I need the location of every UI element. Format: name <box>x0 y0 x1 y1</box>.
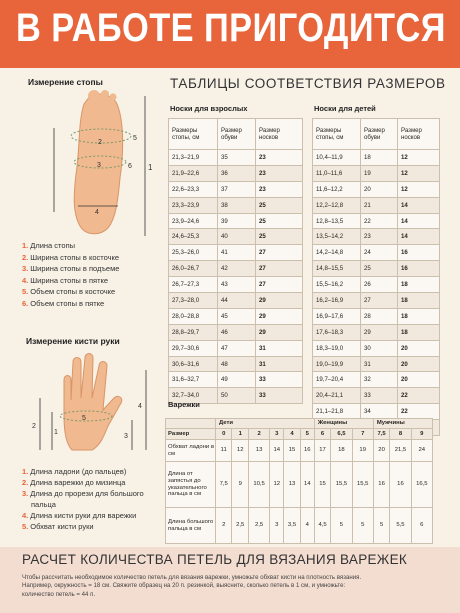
hand-marker-4: 4 <box>138 403 142 410</box>
value-cell: 9 <box>232 462 248 508</box>
cell-foot-size: 23,3–23,9 <box>169 197 218 213</box>
value-cell: 20 <box>373 440 389 462</box>
cell-foot-size: 31,6–32,7 <box>169 372 218 388</box>
cell-foot-size: 15,5–16,2 <box>313 277 361 293</box>
table-row <box>313 308 440 324</box>
value-cell: 12 <box>270 462 284 508</box>
table-row <box>313 293 440 309</box>
hand-marker-3: 3 <box>124 433 128 440</box>
col-header-shoe-size: Размер обуви <box>361 119 398 150</box>
cell-foot-size: 12,8–13,5 <box>313 213 361 229</box>
cell-foot-size: 29,7–30,6 <box>169 340 218 356</box>
page-title: В РАБОТЕ ПРИГОДИТСЯ <box>16 6 446 50</box>
table-row <box>169 165 303 181</box>
cell-foot-size: 19,7–20,4 <box>313 372 361 388</box>
size-cell: 3 <box>270 429 284 440</box>
cell-foot-size: 17,6–18,3 <box>313 324 361 340</box>
table-row <box>313 261 440 277</box>
hand-marker-2: 2 <box>32 423 36 430</box>
foot-marker-6: 6 <box>128 163 132 170</box>
size-cell: 2 <box>248 429 269 440</box>
col-header-sock-size: Размер носков <box>256 119 303 150</box>
value-cell: 11 <box>216 440 232 462</box>
table-row <box>313 277 440 293</box>
hand-marker-1: 1 <box>54 429 58 436</box>
loop-calc-text <box>22 574 442 599</box>
cell-foot-size: 26,0–26,7 <box>169 261 218 277</box>
col-header-foot-size: Размеры стопы, см <box>313 119 361 150</box>
table-row <box>313 324 440 340</box>
cell-sock-size: 16 <box>398 245 440 261</box>
cell-foot-size: 21,3–21,9 <box>169 150 218 166</box>
cell-sock-size: 14 <box>398 197 440 213</box>
cell-sock-size: 27 <box>256 277 303 293</box>
cell-shoe-size: 27 <box>361 293 398 309</box>
hand-legend-item: пальца <box>31 500 56 509</box>
cell-foot-size: 13,5–14,2 <box>313 229 361 245</box>
loop-calc-line: количество петель = 44 п. <box>22 590 96 598</box>
value-cell: 21,5 <box>390 440 411 462</box>
value-cell: 19 <box>352 440 373 462</box>
cell-sock-size: 29 <box>256 293 303 309</box>
cell-foot-size: 30,6–31,6 <box>169 356 218 372</box>
size-cell: 5 <box>300 429 314 440</box>
kids-socks-table <box>312 118 440 436</box>
cell-sock-size: 14 <box>398 213 440 229</box>
cell-foot-size: 12,2–12,8 <box>313 197 361 213</box>
table-row <box>166 462 433 508</box>
size-cell: 1 <box>232 429 248 440</box>
table-row <box>313 340 440 356</box>
hand-legend <box>22 466 144 532</box>
value-cell: 5 <box>352 508 373 544</box>
toe-1 <box>88 90 100 102</box>
cell-sock-size: 20 <box>398 372 440 388</box>
value-cell: 6 <box>411 508 432 544</box>
cell-foot-size: 14,8–15,5 <box>313 261 361 277</box>
size-cell: 7,5 <box>373 429 389 440</box>
cell-shoe-size: 46 <box>218 324 256 340</box>
table-row <box>169 261 303 277</box>
size-row <box>166 429 433 440</box>
table-row <box>169 324 303 340</box>
table-row <box>169 308 303 324</box>
cell-sock-size: 22 <box>398 388 440 404</box>
table-header-row <box>169 119 303 150</box>
cell-foot-size: 32,7–34,0 <box>169 388 218 404</box>
group-header-row <box>166 419 433 429</box>
value-cell: 13 <box>248 440 269 462</box>
table-row <box>166 508 433 544</box>
value-cell: 15,5 <box>331 462 352 508</box>
hand-diagram <box>24 350 154 458</box>
value-cell: 15 <box>284 440 300 462</box>
cell-foot-size: 27,3–28,0 <box>169 293 218 309</box>
cell-foot-size: 10,4–11,9 <box>313 150 361 166</box>
value-cell: 17 <box>314 440 330 462</box>
row-label: Размер <box>166 429 216 440</box>
value-cell: 16 <box>373 462 389 508</box>
hand-legend-item: 5. Обхват кисти руки <box>22 522 94 531</box>
cell-foot-size: 16,9–17,6 <box>313 308 361 324</box>
cell-shoe-size: 31 <box>361 356 398 372</box>
table-row <box>169 197 303 213</box>
cell-foot-size: 23,9–24,6 <box>169 213 218 229</box>
cell-foot-size: 28,8–29,7 <box>169 324 218 340</box>
cell-foot-size: 25,3–26,0 <box>169 245 218 261</box>
table-row <box>169 277 303 293</box>
value-cell: 3,5 <box>284 508 300 544</box>
cell-shoe-size: 32 <box>361 372 398 388</box>
cell-shoe-size: 38 <box>218 197 256 213</box>
foot-legend-item: 3. Ширина стопы в подъеме <box>22 264 120 274</box>
cell-sock-size: 16 <box>398 261 440 277</box>
size-cell: 8 <box>390 429 411 440</box>
loop-calc-line: Например, окружность = 18 см. Свяжите образец на 20 п. резинкой, выясните, сколько петель в 1 см, и умножьте: <box>22 582 346 590</box>
cell-shoe-size: 44 <box>218 293 256 309</box>
cell-foot-size: 22,6–23,3 <box>169 181 218 197</box>
cell-foot-size: 24,6–25,3 <box>169 229 218 245</box>
cell-shoe-size: 49 <box>218 372 256 388</box>
table-row <box>166 440 433 462</box>
row-label: Длина от запястья до указательного пальца в см <box>166 462 216 508</box>
hand-outline <box>64 354 122 451</box>
cell-shoe-size: 42 <box>218 261 256 277</box>
cell-sock-size: 25 <box>256 229 303 245</box>
cell-shoe-size: 34 <box>361 404 398 420</box>
cell-sock-size: 33 <box>256 388 303 404</box>
cell-shoe-size: 24 <box>361 245 398 261</box>
size-cell: 0 <box>216 429 232 440</box>
value-cell: 2 <box>216 508 232 544</box>
value-cell: 3 <box>270 508 284 544</box>
cell-sock-size: 29 <box>256 308 303 324</box>
cell-shoe-size: 28 <box>361 308 398 324</box>
table-row <box>313 372 440 388</box>
value-cell: 14 <box>270 440 284 462</box>
table-row <box>169 150 303 166</box>
value-cell: 2,5 <box>248 508 269 544</box>
cell-foot-size: 19,0–19,9 <box>313 356 361 372</box>
value-cell: 4,5 <box>314 508 330 544</box>
mittens-caption: Варежки <box>168 400 200 409</box>
table-header-row <box>313 119 440 150</box>
cell-sock-size: 25 <box>256 197 303 213</box>
cell-sock-size: 20 <box>398 340 440 356</box>
cell-shoe-size: 37 <box>218 181 256 197</box>
cell-shoe-size: 41 <box>218 245 256 261</box>
size-cell: 4 <box>284 429 300 440</box>
cell-foot-size: 21,1–21,8 <box>313 404 361 420</box>
cell-sock-size: 29 <box>256 324 303 340</box>
hand-legend-item: 2. Длина варежки до мизинца <box>22 478 126 487</box>
loop-calc-section <box>0 547 460 613</box>
table-row <box>169 340 303 356</box>
adult-socks-caption: Носки для взрослых <box>170 104 248 113</box>
cell-shoe-size: 29 <box>361 324 398 340</box>
cell-sock-size: 14 <box>398 229 440 245</box>
mittens-table <box>165 418 433 544</box>
foot-marker-4: 4 <box>95 209 99 216</box>
cell-foot-size: 26,7–27,3 <box>169 277 218 293</box>
cell-shoe-size: 36 <box>218 165 256 181</box>
table-row <box>313 197 440 213</box>
col-header-shoe-size: Размер обуви <box>218 119 256 150</box>
hand-legend-item: 3. Длина до прорези для большого <box>22 489 144 498</box>
table-row <box>313 165 440 181</box>
value-cell: 15 <box>314 462 330 508</box>
cell-shoe-size: 45 <box>218 308 256 324</box>
foot-legend-item: 1. Длина стопы <box>22 241 76 250</box>
value-cell: 16,5 <box>411 462 432 508</box>
value-cell: 5,5 <box>390 508 411 544</box>
cell-sock-size: 25 <box>256 213 303 229</box>
cell-foot-size: 11,0–11,6 <box>313 165 361 181</box>
cell-shoe-size: 21 <box>361 197 398 213</box>
tables-title: ТАБЛИЦЫ СООТВЕТСТВИЯ РАЗМЕРОВ <box>170 76 446 91</box>
hand-legend-item: 1. Длина ладони (до пальцев) <box>22 467 127 476</box>
value-cell: 18 <box>331 440 352 462</box>
cell-sock-size: 20 <box>398 356 440 372</box>
foot-marker-5: 5 <box>133 135 137 142</box>
table-row <box>313 213 440 229</box>
table-row <box>313 181 440 197</box>
cell-shoe-size: 40 <box>218 229 256 245</box>
cell-foot-size: 20,4–21,1 <box>313 388 361 404</box>
value-cell: 14 <box>300 462 314 508</box>
foot-marker-3: 3 <box>97 162 101 169</box>
col-header-foot-size: Размеры стопы, см <box>169 119 218 150</box>
cell-shoe-size: 26 <box>361 277 398 293</box>
col-header-sock-size: Размер носков <box>398 119 440 150</box>
group-header: Женщины <box>314 419 373 429</box>
size-cell: 7 <box>352 429 373 440</box>
table-row <box>313 388 440 404</box>
cell-foot-size: 11,6–12,2 <box>313 181 361 197</box>
cell-shoe-size: 20 <box>361 181 398 197</box>
cell-shoe-size: 50 <box>218 388 256 404</box>
row-label: Обхват ладони в см <box>166 440 216 462</box>
group-corner-cell <box>166 419 216 429</box>
table-row <box>313 229 440 245</box>
cell-shoe-size: 33 <box>361 388 398 404</box>
cell-shoe-size: 35 <box>218 150 256 166</box>
table-row <box>169 356 303 372</box>
value-cell: 16 <box>300 440 314 462</box>
cell-foot-size: 21,9–22,6 <box>169 165 218 181</box>
cell-sock-size: 18 <box>398 277 440 293</box>
cell-sock-size: 31 <box>256 340 303 356</box>
foot-legend-item: 6. Объем стопы в пятке <box>22 298 105 308</box>
table-row <box>169 213 303 229</box>
foot-legend-item: 4. Ширина стопы в пятке <box>22 275 109 285</box>
value-cell: 13 <box>284 462 300 508</box>
size-cell: 6 <box>314 429 330 440</box>
size-cell: 6,5 <box>331 429 352 440</box>
cell-sock-size: 12 <box>398 165 440 181</box>
cell-sock-size: 23 <box>256 150 303 166</box>
table-row <box>169 293 303 309</box>
value-cell: 10,5 <box>248 462 269 508</box>
cell-sock-size: 18 <box>398 324 440 340</box>
value-cell: 12 <box>232 440 248 462</box>
table-row <box>169 245 303 261</box>
foot-section-title: Измерение стопы <box>28 77 103 87</box>
hand-marker-5: 5 <box>82 415 86 422</box>
value-cell: 5 <box>331 508 352 544</box>
cell-sock-size: 22 <box>398 404 440 420</box>
kids-socks-caption: Носки для детей <box>314 104 376 113</box>
value-cell: 2,5 <box>232 508 248 544</box>
cell-sock-size: 18 <box>398 308 440 324</box>
value-cell: 4 <box>300 508 314 544</box>
value-cell: 5 <box>373 508 389 544</box>
foot-diagram <box>50 88 168 240</box>
cell-shoe-size: 43 <box>218 277 256 293</box>
foot-legend-item: 2. Ширина стопы в косточке <box>22 252 120 262</box>
cell-sock-size: 12 <box>398 150 440 166</box>
table-row <box>313 245 440 261</box>
group-header: Мужчины <box>373 419 432 429</box>
cell-shoe-size: 25 <box>361 261 398 277</box>
cell-shoe-size: 22 <box>361 213 398 229</box>
toe-2 <box>101 90 109 98</box>
cell-sock-size: 23 <box>256 165 303 181</box>
cell-shoe-size: 23 <box>361 229 398 245</box>
cell-shoe-size: 18 <box>361 150 398 166</box>
cell-foot-size: 28,0–28,8 <box>169 308 218 324</box>
loop-calc-line: Чтобы рассчитать необходимое количество петель для вязания варежки, умножьте обхват кисти на плотность вязания. <box>22 574 362 581</box>
cell-sock-size: 18 <box>398 293 440 309</box>
group-header: Дети <box>216 419 315 429</box>
cell-sock-size: 31 <box>256 356 303 372</box>
table-row <box>169 229 303 245</box>
value-cell: 16 <box>390 462 411 508</box>
cell-foot-size: 14,2–14,8 <box>313 245 361 261</box>
table-row <box>169 372 303 388</box>
loop-calc-title: РАСЧЕТ КОЛИЧЕСТВА ПЕТЕЛЬ ДЛЯ ВЯЗАНИЯ ВАРЕЖЕК <box>22 552 408 567</box>
table-row <box>313 150 440 166</box>
cell-sock-size: 27 <box>256 245 303 261</box>
value-cell: 24 <box>411 440 432 462</box>
cell-shoe-size: 48 <box>218 356 256 372</box>
foot-legend-item: 5. Объем стопы в косточке <box>22 287 116 297</box>
table-row <box>169 181 303 197</box>
hand-legend-item: 4. Длина кисти руки для варежки <box>22 511 137 520</box>
hand-section-title: Измерение кисти руки <box>26 336 120 346</box>
cell-shoe-size: 39 <box>218 213 256 229</box>
value-cell: 7,5 <box>216 462 232 508</box>
cell-foot-size: 18,3–19,0 <box>313 340 361 356</box>
adult-socks-table <box>168 118 303 404</box>
title-banner <box>0 0 460 68</box>
foot-legend <box>22 240 119 310</box>
toe-3 <box>109 93 116 100</box>
foot-marker-1: 1 <box>148 163 153 172</box>
table-row <box>313 356 440 372</box>
cell-shoe-size: 47 <box>218 340 256 356</box>
value-cell: 15,5 <box>352 462 373 508</box>
foot-marker-2: 2 <box>98 139 102 146</box>
row-label: Длина большого пальца в см <box>166 508 216 544</box>
cell-sock-size: 12 <box>398 181 440 197</box>
cell-sock-size: 33 <box>256 372 303 388</box>
size-cell: 9 <box>411 429 432 440</box>
cell-sock-size: 23 <box>256 181 303 197</box>
cell-foot-size: 16,2–16,9 <box>313 293 361 309</box>
cell-sock-size: 27 <box>256 261 303 277</box>
cell-shoe-size: 30 <box>361 340 398 356</box>
cell-shoe-size: 19 <box>361 165 398 181</box>
